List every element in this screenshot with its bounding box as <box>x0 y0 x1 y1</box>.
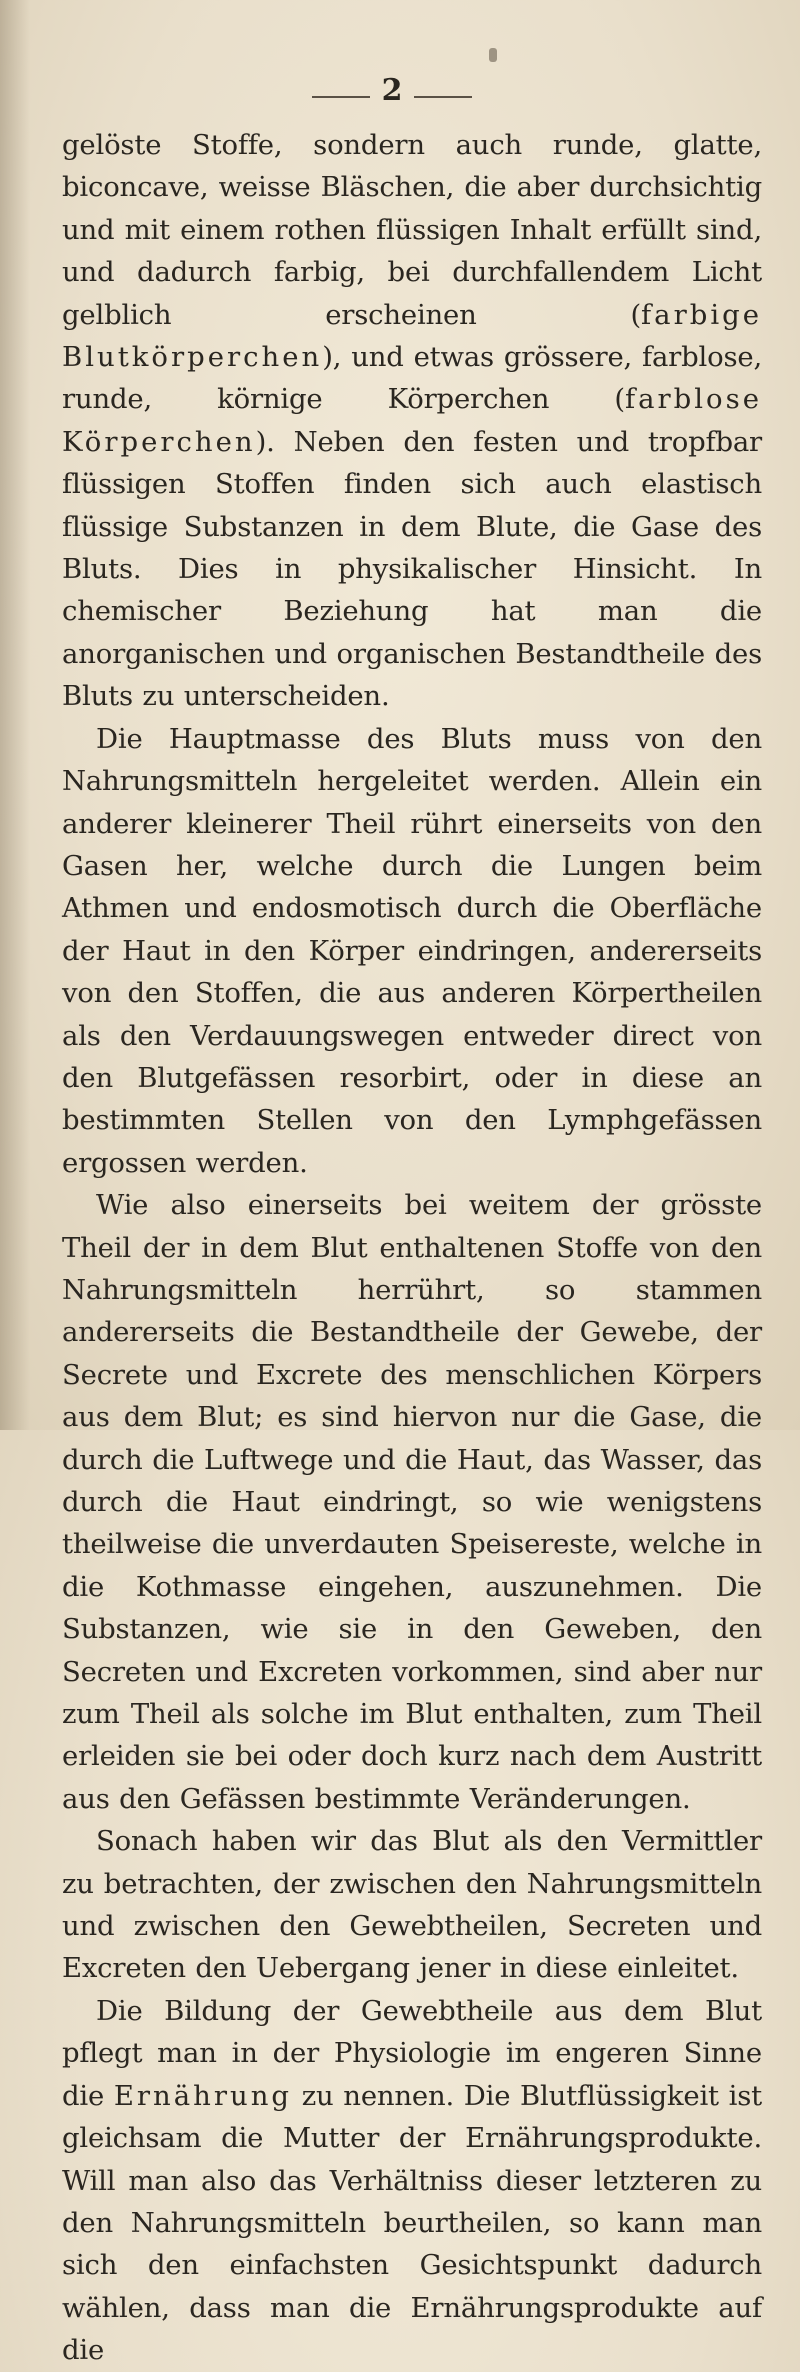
text-run: ). Neben den festen und tropfbar flüssigen Stoffen finden sich auch elastisch flüssige Substanzen in dem Blute, die Gase des Bluts. Dies in physikalischer Hinsicht. In chemischer Beziehung hat man die anorganischen und organischen Bestandtheile des Bluts zu unterscheiden. <box>62 425 762 713</box>
text-run: Wie also einerseits bei weitem der grösste Theil der in dem Blut enthaltenen Stoffe von den Nahrungsmitteln herrührt, so stammen andererseits die Bestandtheile der Gewebe, der Secrete und Excrete des menschlichen Körpers aus dem Blut; es sind hiervon nur die Gase, die durch die Luftwege und die Haut, das Wasser, das durch die Haut eindringt, so wie wenigstens theilweise die unverdauten Speisereste, welche in die Kothmasse eingehen, auszunehmen. Die Substanzen, wie sie in den Geweben, den Secreten und Excreten vorkommen, sind aber nur zum Theil als solche im Blut enthalten, zum Theil erleiden sie bei oder doch kurz nach dem Austritt aus den Gefässen bestimmte Veränderungen. <box>62 1189 762 1815</box>
header-rule-right <box>414 96 472 98</box>
text-run: Die Hauptmasse des Bluts muss von den Nahrungsmitteln hergeleitet werden. Allein ein anderer kleinerer Theil rührt einerseits von den Gasen her, welche durch die Lungen beim Athmen und endosmotisch durch die Oberfläche der Haut in den Körper eindringen, andererseits von den Stoffen, die aus anderen Körpertheilen als den Verdauungswegen entweder direct von den Blutgefässen resorbirt, oder in diese an bestimmten Stellen von den Lymphgefässen ergossen werden. <box>62 722 762 1179</box>
text-run: ), und etwas grössere, farblose, runde, körnige Körperchen ( <box>62 341 762 416</box>
ink-mark <box>489 48 497 62</box>
paragraph <box>62 124 762 718</box>
paragraph <box>62 1184 762 1820</box>
paragraph <box>62 1820 762 1990</box>
text-run: gelöste Stoffe, sondern auch runde, glatte, biconcave, weisse Bläschen, die aber durchsichtig und mit einem rothen flüssigen Inhalt erfüllt sind, und dadurch farbig, bei durchfallendem Licht gelblich erscheinen ( <box>62 129 762 331</box>
page-header <box>62 0 762 110</box>
emphasized-term: farbige Blutkörperchen <box>62 298 762 374</box>
emphasized-term: farblose Körperchen <box>62 383 762 458</box>
emphasized-term: Ernährung <box>113 2079 293 2112</box>
body-text <box>62 124 762 2372</box>
header-rule-left <box>312 96 370 98</box>
paragraph <box>62 718 762 1184</box>
page-number: 2 <box>381 73 403 108</box>
text-run: Sonach haben wir das Blut als den Vermittler zu betrachten, der zwischen den Nahrungsmitteln und zwischen den Gewebtheilen, Secreten und Excreten den Uebergang jener in diese einleitet. <box>62 1825 762 1985</box>
paragraph <box>62 1990 762 2372</box>
text-run: Die Bildung der Gewebtheile aus dem Blut pflegt man in der Physiologie im engeren Sinne die <box>62 1994 762 2112</box>
text-run: zu nennen. Die Blutflüssigkeit ist gleichsam die Mutter der Ernährungsprodukte. Will man also das Verhältniss dieser letzteren zu den Nahrungsmitteln beurtheilen, so kann man sich den einfachsten Gesichtspunkt dadurch wählen, dass man die Ernährungsprodukte auf die <box>62 2079 762 2367</box>
